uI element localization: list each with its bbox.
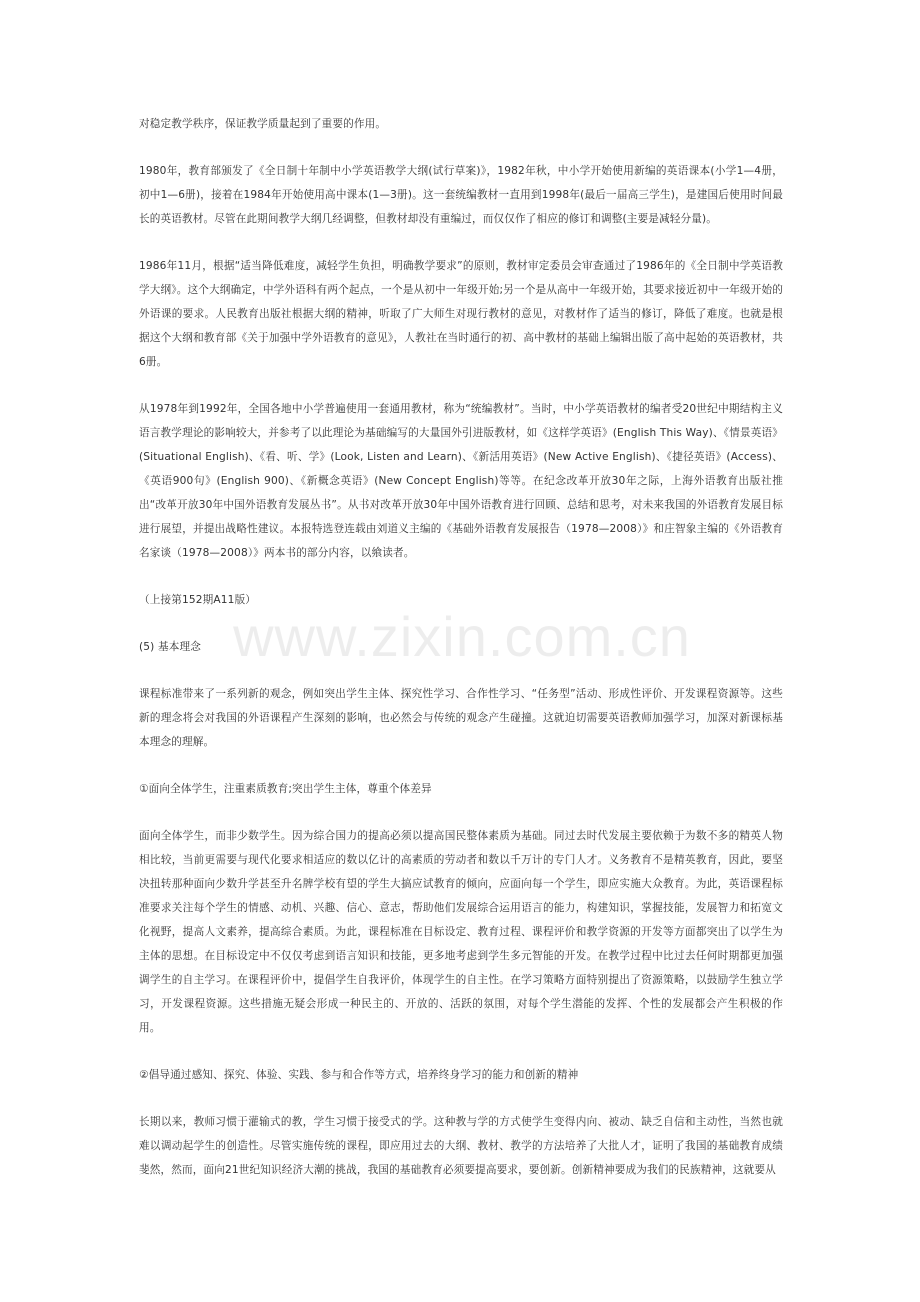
paragraph-all-students: 面向全体学生，而非少数学生。因为综合国力的提高必须以提高国民整体素质为基础。同过去时代发展主要依赖于为数不多的精英人物相比较，当前更需要与现代化要求相适应的数以亿计的高素质的劳动者和数以千万计的专门人才。义务教育不是精英教育，因此，要坚决扭转那种面向少数升学甚至升名牌学校有望的学生大搞应试教育的倾向，应面向每一个学生，即应实施大众教育。为此，英语课程标准要求关注每个学生的情感、动机、兴趣、信心、意志，帮助他们发展综合运用语言的能力，构建知识，掌握技能，发展智力和拓宽文化视野，提高人文素养，提高综合素质。为此，课程标准在目标设定、教育过程、课程评价和教学资源的开发等方面都突出了以学生为主体的思想。在目标设定中不仅仅考虑到语言知识和技能，更多地考虑到学生多元智能的开发。在教学过程中比过去任何时期都更加强调学生的自主学习。在课程评价中，提倡学生自我评价，体现学生的自主性。在学习策略方面特别提出了资源策略，以鼓励学生独立学习，开发课程资源。这些措施无疑会形成一种民主的、开放的、活跃的氛围，对每个学生潜能的发挥、个性的发展都会产生积极的作用。 xyxy=(139,830,783,1034)
section-heading-basic-concepts: (5) 基本理念 xyxy=(139,641,201,653)
subheading-all-students: ①面向全体学生，注重素质教育;突出学生主体，尊重个体差异 xyxy=(139,783,432,795)
continuation-note: （上接第152期A11版） xyxy=(139,594,257,606)
document-body xyxy=(139,112,783,1182)
subheading-lifelong-learning: ②倡导通过感知、探究、体验、实践、参与和合作等方式，培养终身学习的能力和创新的精神 xyxy=(139,1069,579,1081)
paragraph-1986-syllabus: 1986年11月，根据“适当降低难度，减轻学生负担，明确教学要求”的原则，教材审定委员会审查通过了1986年的《全日制中学英语教学大纲》。这个大纲确定，中学外语科有两个起点，一个是从初中一年级开始;另一个是从高中一年级开始，其要求接近初中一年级开始的外语课的要求。人民教育出版社根据大纲的精神，听取了广大师生对现行教材的意见，对教材作了适当的修订，降低了难度。也就是根据这个大纲和教育部《关于加强中学外语教育的意见》，人教社在当时通行的初、高中教材的基础上编辑出版了高中起始的英语教材，共6册。 xyxy=(139,260,783,368)
paragraph-teaching-methods: 长期以来，教师习惯于灌输式的教，学生习惯于接受式的学。这种教与学的方式使学生变得内向、被动、缺乏自信和主动性，当然也就难以调动起学生的创造性。尽管实施传统的课程，即应用过去的大纲、教材、教学的方法培养了大批人才，证明了我国的基础教育成绩斐然，然而，面向21世纪知识经济大潮的挑战，我国的基础教育必须要提高要求，要创新。创新精神要成为我们的民族精神，这就要从 xyxy=(139,1116,783,1176)
paragraph-unified-textbooks: 从1978年到1992年，全国各地中小学普遍使用一套通用教材，称为“统编教材”。当时，中小学英语教材的编者受20世纪中期结构主义语言教学理论的影响较大，并参考了以此理论为基础编写的大量国外引进版教材，如《这样学英语》(English This Way)、《情景英语》(Situational English)、《看、听、学》(Look, Listen and Learn)、《新活用英语》(New Active English)、《捷径英语》(Access)、《英语900句》(English 900)、《新概念英语》(New Concept English)等等。在纪念改革开放30年之际，上海外语教育出版社推出“改革开放30年中国外语教育发展丛书”。从书对改革开放30年中国外语教育进行回顾、总结和思考，对未来我国的外语教育发展目标进行展望，并提出战略性建议。本报特选登连载由刘道义主编的《基础外语教育发展报告（1978—2008）》和庄智象主编的《外语教育名家谈（1978—2008）》两本书的部分内容，以飨读者。 xyxy=(139,403,783,559)
watermark-text: www.zixin.com.cn xyxy=(233,605,691,668)
paragraph-1980-textbooks: 1980年，教育部颁发了《全日制十年制中小学英语教学大纲(试行草案)》，1982年秋，中小学开始使用新编的英语课本(小学1—4册，初中1—6册)，接着在1984年开始使用高中课本(1—3册)。这一套统编教材一直用到1998年(最后一届高三学生)，是建国后使用时间最长的英语教材。尽管在此期间教学大纲几经调整，但教材却没有重编过，而仅仅作了相应的修订和调整(主要是减轻分量)。 xyxy=(139,165,783,225)
paragraph-continuation: 对稳定教学秩序，保证教学质量起到了重要的作用。 xyxy=(139,118,387,130)
paragraph-new-concepts: 课程标准带来了一系列新的观念，例如突出学生主体、探究性学习、合作性学习、“任务型”活动、形成性评价、开发课程资源等。这些新的理念将会对我国的外语课程产生深刻的影响，也必然会与传统的观念产生碰撞。这就迫切需要英语教师加强学习，加深对新课标基本理念的理解。 xyxy=(139,688,783,748)
